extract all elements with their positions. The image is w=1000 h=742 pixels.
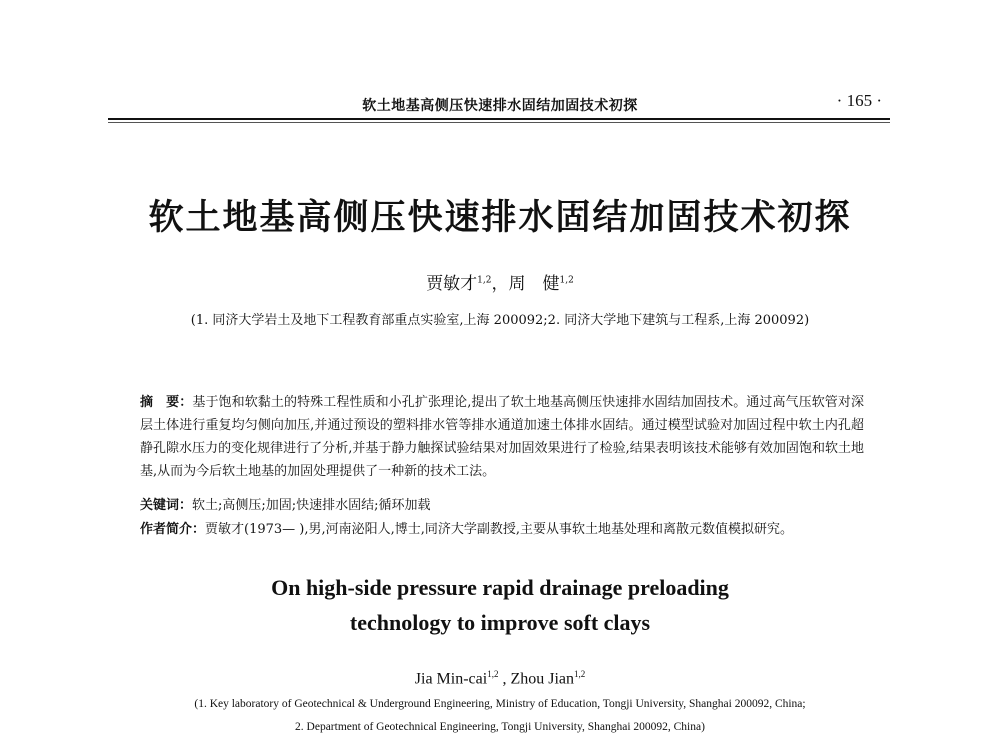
- affiliation-zh: (1. 同济大学岩土及地下工程教育部重点实验室,上海 200092;2. 同济大学地下建筑与工程系,上海 200092): [190, 313, 810, 328]
- author-intro-label: 作者简介：: [140, 522, 206, 537]
- author-name: Jia Min-cai: [414, 670, 488, 688]
- page-number: · 165 ·: [836, 91, 882, 110]
- keywords-text: 软土;高侧压;加固;快速排水固结;循环加载: [192, 498, 431, 513]
- author-intro: [140, 518, 864, 541]
- author-affiliation-sup: 1,2: [559, 275, 574, 286]
- affiliation-en-line1: (1. Key laboratory of Geotechnical & Underground Engineering, Ministry of Education, Tongji University, Shanghai 200092, China;: [194, 698, 806, 710]
- author-affiliation-sup: 1,2: [487, 669, 499, 679]
- paper-title-en-line2: technology to improve soft clays: [349, 610, 651, 635]
- header-rule-thick: [108, 118, 890, 120]
- running-title: 软土地基高侧压快速排水固结加固技术初探: [362, 98, 638, 114]
- keywords-label: 关键词：: [140, 498, 193, 513]
- authors-zh: [0, 269, 1000, 294]
- keywords: [140, 494, 864, 517]
- abstract: [140, 391, 864, 483]
- author-name: 周 健: [508, 274, 560, 294]
- author-name: Zhou Jian: [510, 670, 574, 688]
- author-affiliation-sup: 1,2: [573, 669, 586, 679]
- author-intro-text: 贾敏才(1973— ),男,河南泌阳人,博士,同济大学副教授,主要从事软土地基处理和离散元数值模拟研究。: [205, 522, 794, 537]
- author-affiliation-sup: 1,2: [477, 275, 492, 286]
- abstract-text: 基于饱和软黏土的特殊工程性质和小孔扩张理论,提出了软土地基高侧压快速排水固结加固技术。通过高气压软管对深层土体进行重复均匀侧向加压,并通过预设的塑料排水管等排水通道加速土体排水固结。通过模型试验对加固过程中软土内孔超静孔隙水压力的变化规律进行了分析,并基于静力触探试验结果对加固效果进行了检验,结果表明该技术能够有效加固饱和软土地基,从而为今后软土地基的加固处理提供了一种新的技术工法。: [140, 395, 864, 479]
- paper-title-zh: 软土地基高侧压快速排水固结加固技术初探: [148, 197, 852, 238]
- header-rule-thin: [108, 122, 890, 123]
- affiliation-en-line2: 2. Department of Geotechnical Engineering, Tongji University, Shanghai 200092, China): [295, 721, 705, 733]
- author-separator: ,: [498, 670, 511, 688]
- author-name: 贾敏才: [426, 274, 478, 294]
- author-separator: ，: [491, 274, 509, 294]
- paper-title-en-line1: On high-side pressure rapid drainage preloading: [271, 575, 729, 600]
- authors-en: [0, 669, 1000, 688]
- abstract-label: 摘 要：: [140, 395, 193, 410]
